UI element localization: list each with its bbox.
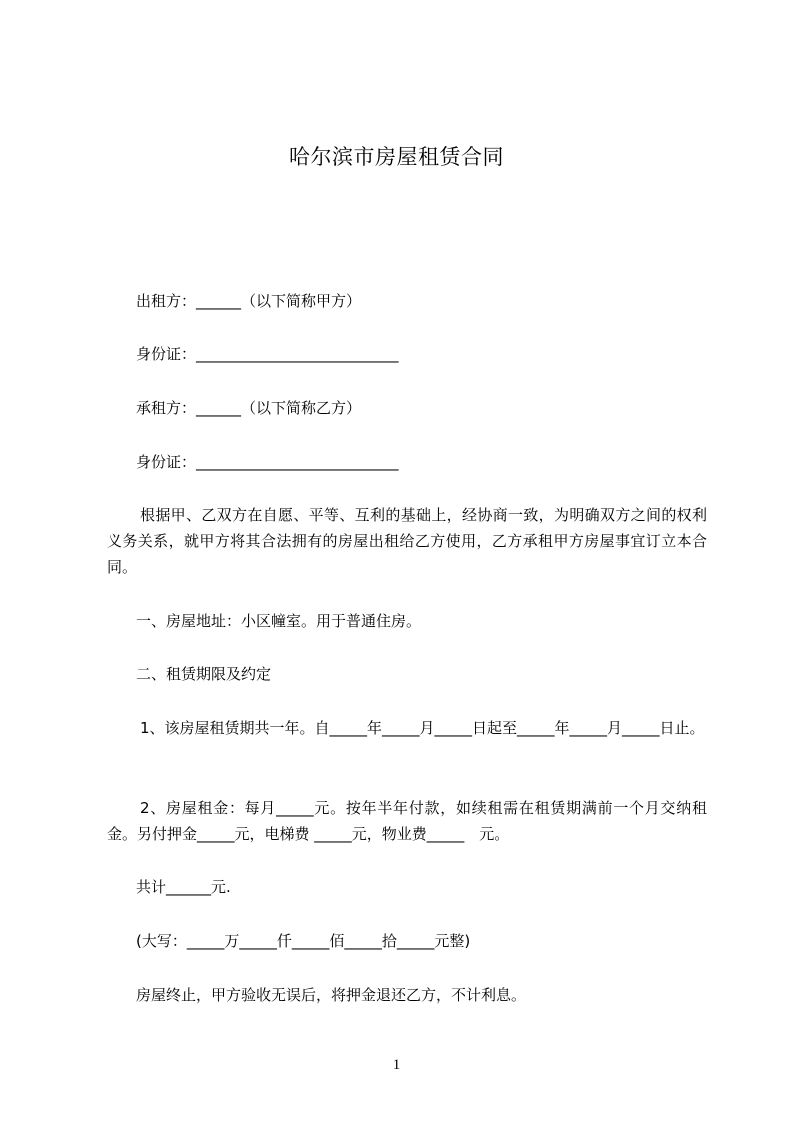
document-title: 哈尔滨市房屋租赁合同: [289, 145, 504, 169]
deposit-return-line: 房屋终止，甲方验收无误后，将押金退还乙方，不计利息。: [136, 986, 527, 1004]
section-lease-term-heading: 二、租赁期限及约定: [136, 665, 272, 683]
clause-lease-period: 1、该房屋租赁期共一年。自_____年_____月_____日起至_____年_____月_____日止。: [140, 719, 705, 737]
lessee-line: 承租方：______（以下简称乙方）: [136, 399, 362, 417]
lessor-id-line: 身份证：___________________________: [136, 345, 399, 363]
preamble-paragraph: 根据甲、乙双方在自愿、平等、互利的基础上，经协商一致，为明确双方之间的权利义务关系，就甲方将其合法拥有的房屋出租给乙方使用，乙方承租甲方房屋事宜订立本合同。: [107, 506, 707, 576]
lessor-line: 出租方：______（以下简称甲方）: [136, 292, 362, 310]
total-line: 共计______元.: [136, 878, 231, 896]
lessee-id-line: 身份证：___________________________: [136, 453, 399, 471]
page-number: 1: [392, 1057, 401, 1073]
capital-amount-line: (大写：_____万_____仟_____佰_____拾_____元整): [136, 932, 471, 950]
section-address: 一、房屋地址：小区幢室。用于普通住房。: [136, 612, 422, 630]
clause-rent: 2、房屋租金：每月_____元。按年半年付款，如续租需在租赁期满前一个月交纳租金。另付押金_____元，电梯费 _____元，物业费_____ 元。: [107, 799, 707, 843]
